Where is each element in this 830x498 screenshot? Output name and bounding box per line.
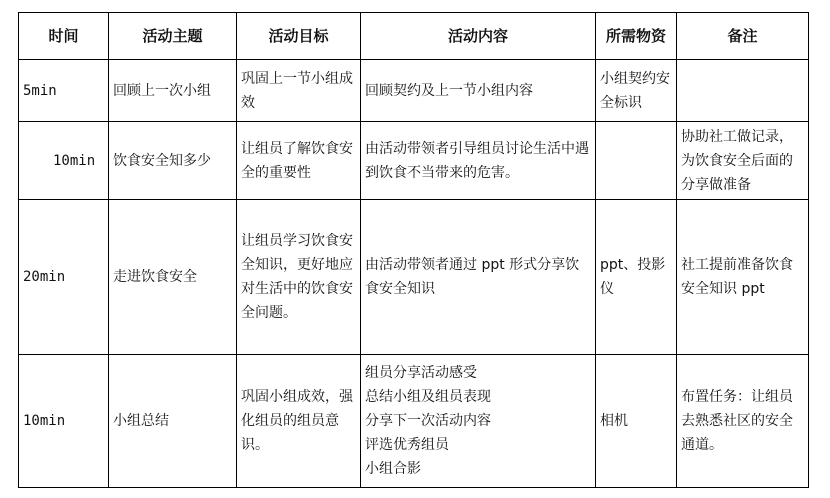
cell-materials — [596, 122, 677, 200]
cell-note: 布置任务：让组员去熟悉社区的安全通道。 — [677, 355, 809, 488]
cell-materials: ppt、投影仪 — [596, 200, 677, 355]
cell-note — [677, 60, 809, 122]
cell-theme: 走进饮食安全 — [109, 200, 237, 355]
header-content: 活动内容 — [361, 13, 596, 60]
content-line: 分享下一次活动内容 — [365, 413, 491, 429]
cell-time: 5min — [19, 60, 109, 122]
cell-theme: 饮食安全知多少 — [109, 122, 237, 200]
cell-goal: 巩固上一节小组成效 — [237, 60, 361, 122]
cell-content — [361, 60, 596, 122]
cell-content — [361, 122, 596, 200]
content-line: 小组合影 — [365, 461, 421, 477]
content-line: 由活动带领者通过 ppt 形式分享饮食安全知识 — [365, 257, 580, 297]
cell-goal: 让组员了解饮食安全的重要性 — [237, 122, 361, 200]
content-line: 回顾契约及上一节小组内容 — [365, 82, 533, 99]
cell-theme: 小组总结 — [109, 355, 237, 488]
content-line: 组员分享活动感受 — [365, 365, 477, 381]
cell-time: 10min — [19, 122, 109, 200]
table-row — [19, 122, 809, 200]
cell-content — [361, 200, 596, 355]
cell-note: 社工提前准备饮食安全知识 ppt — [677, 200, 809, 355]
cell-goal: 巩固小组成效，强化组员的组员意识。 — [237, 355, 361, 488]
header-goal: 活动目标 — [237, 13, 361, 60]
cell-content — [361, 355, 596, 488]
cell-goal: 让组员学习饮食安全知识，更好地应对生活中的饮食安全问题。 — [237, 200, 361, 355]
cell-materials: 小组契约安全标识 — [596, 60, 677, 122]
table-row — [19, 355, 809, 488]
header-note: 备注 — [677, 13, 809, 60]
header-time: 时间 — [19, 13, 109, 60]
header-materials: 所需物资 — [596, 13, 677, 60]
table-row — [19, 60, 809, 122]
header-theme: 活动主题 — [109, 13, 237, 60]
table-header-row — [19, 13, 809, 60]
content-line: 总结小组及组员表现 — [365, 389, 491, 405]
cell-materials: 相机 — [596, 355, 677, 488]
cell-time: 10min — [19, 355, 109, 488]
content-line: 由活动带领者引导组员讨论生活中遇到饮食不当带来的危害。 — [365, 140, 589, 181]
cell-note: 协助社工做记录，为饮食安全后面的分享做准备 — [677, 122, 809, 200]
activity-plan-table — [18, 12, 809, 488]
content-line: 评选优秀组员 — [365, 437, 449, 453]
table-row — [19, 200, 809, 355]
cell-time: 20min — [19, 200, 109, 355]
cell-theme: 回顾上一次小组 — [109, 60, 237, 122]
